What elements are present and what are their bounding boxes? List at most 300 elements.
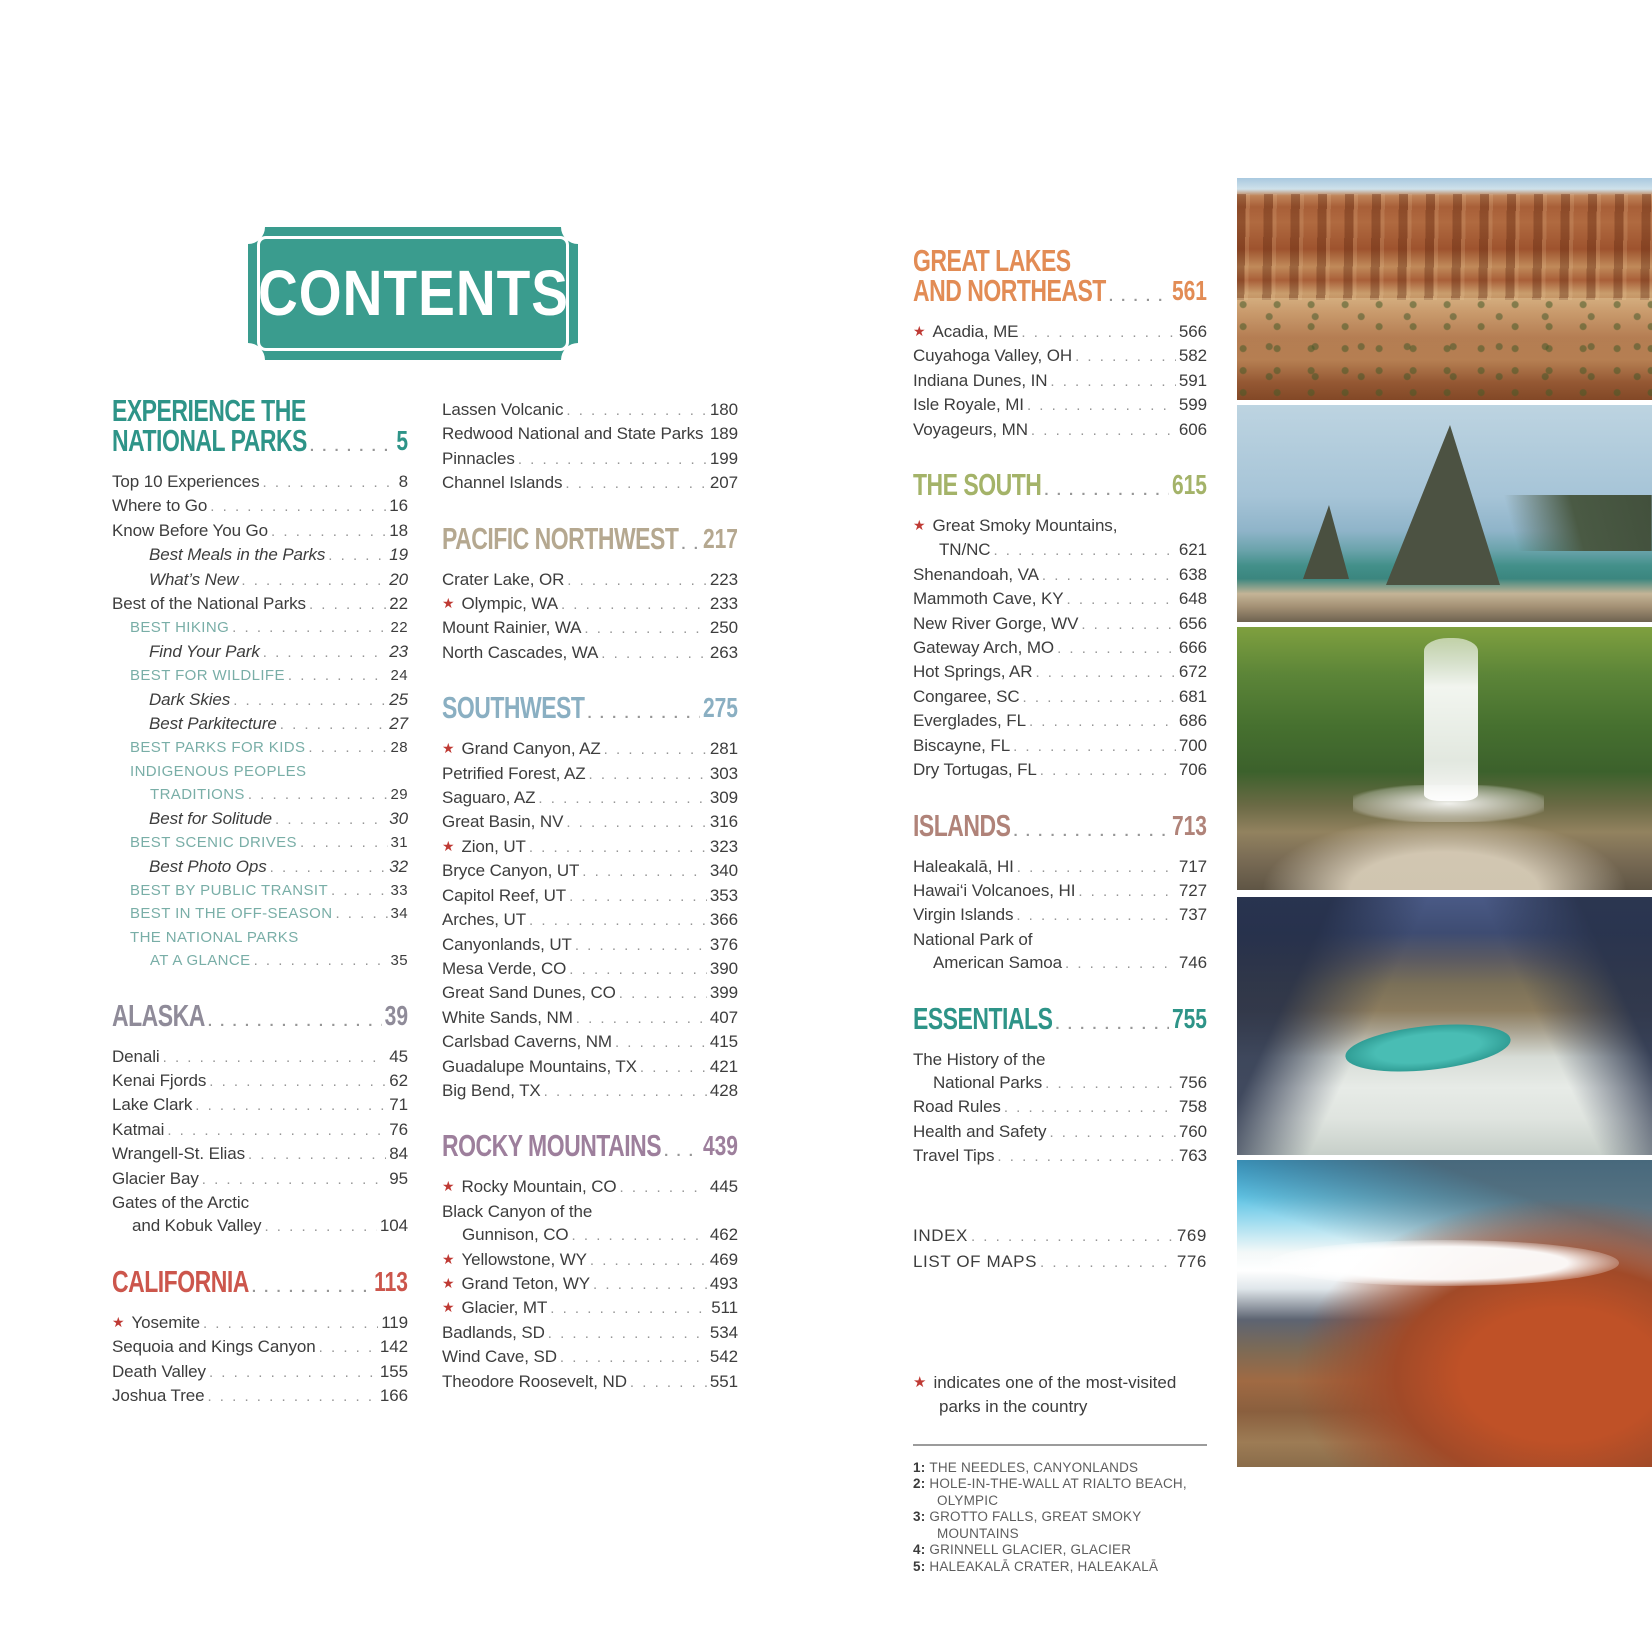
toc-entry — [112, 760, 408, 807]
entry-label: Top 10 Experiences — [112, 472, 260, 491]
entry-page-number: 76 — [389, 1119, 408, 1139]
dot-leader — [630, 1370, 707, 1394]
entry-page-number: 428 — [709, 1080, 738, 1100]
dot-leader — [575, 933, 707, 957]
entry-label: Petrified Forest, AZ — [442, 763, 586, 783]
dot-leader — [604, 737, 707, 761]
toc-entry-line — [442, 1079, 738, 1103]
entry-page-number: 421 — [709, 1056, 738, 1076]
entry-label: Best Photo Ops — [149, 856, 267, 876]
toc-entry — [442, 835, 738, 859]
entry-page-number: 199 — [709, 448, 738, 468]
toc-entry-line — [913, 928, 1207, 951]
most-visited-star-icon: ★ — [913, 517, 926, 534]
toc-section-pacific-northwest — [442, 520, 738, 666]
dot-leader — [620, 1175, 707, 1199]
toc-entry — [112, 592, 408, 616]
entry-page-number: 493 — [709, 1273, 738, 1293]
entry-page-number: 763 — [1178, 1146, 1207, 1166]
toc-entry — [913, 393, 1207, 417]
toc-entry-line — [442, 1345, 738, 1369]
entry-page-number: 19 — [389, 545, 408, 565]
section-title: AND NORTHEAST — [913, 273, 1106, 308]
toc-entry-line — [149, 855, 408, 879]
entry-label: Indiana Dunes, IN — [913, 370, 1048, 390]
dot-leader — [209, 1069, 386, 1093]
entry-page-number: 166 — [379, 1386, 408, 1405]
entry-label: Best Parkitecture — [149, 714, 277, 734]
entry-label: Best of the National Parks — [112, 594, 306, 614]
dot-leader — [1040, 1249, 1174, 1275]
toc-entry-line — [442, 786, 738, 810]
toc-entry-line — [130, 831, 408, 854]
toc-entry — [112, 1384, 408, 1408]
toc-entry-line — [913, 685, 1207, 709]
toc-column-3 — [913, 243, 1207, 1575]
toc-section-index-maps — [913, 1223, 1207, 1275]
entry-label: Zion, UT — [461, 836, 526, 856]
entry-page-number: 27 — [389, 714, 408, 734]
section-title: ROCKY MOUNTAINS — [442, 1128, 662, 1163]
entry-page-number: 769 — [1176, 1225, 1207, 1245]
toc-entry — [913, 758, 1207, 782]
toc-entry — [442, 810, 738, 834]
photo-caption — [913, 1476, 1207, 1509]
photo-caption-number: 4: — [913, 1542, 926, 1558]
entry-page-number: 353 — [709, 885, 738, 905]
toc-section-the-south — [913, 467, 1207, 782]
toc-section-experience — [112, 393, 408, 973]
toc-entry-line — [112, 1384, 408, 1408]
entry-page-number: 591 — [1178, 370, 1207, 390]
entry-label: Congaree, SC — [913, 686, 1020, 706]
most-visited-star-icon: ★ — [442, 1178, 455, 1195]
entry-label: and Kobuk Valley — [132, 1216, 262, 1236]
entry-label: Big Bend, TX — [442, 1080, 541, 1100]
dot-leader — [561, 592, 707, 616]
dot-leader — [208, 1007, 382, 1037]
toc-entry — [112, 1311, 408, 1335]
section-title: PACIFIC NORTHWEST — [442, 520, 679, 556]
toc-entry-line — [913, 734, 1207, 758]
toc-entry-line — [913, 1144, 1207, 1168]
entry-page-number: 737 — [1178, 905, 1207, 925]
entry-page-number: 376 — [709, 934, 738, 954]
entry-label: Rocky Mountain, CO — [461, 1177, 617, 1197]
section-header-california — [112, 1263, 408, 1303]
photo-caption-number: 2: — [913, 1476, 926, 1492]
toc-entry — [913, 1249, 1207, 1275]
dot-leader — [328, 543, 386, 567]
entry-page-number: 681 — [1178, 686, 1207, 706]
entry-label: Gateway Arch, MO — [913, 638, 1055, 658]
toc-entry — [442, 471, 738, 495]
dot-leader — [582, 859, 707, 883]
section-header-alaska — [112, 997, 408, 1037]
dot-leader — [1029, 709, 1176, 733]
most-visited-star-icon: ★ — [442, 1299, 455, 1316]
section-header-row — [442, 520, 738, 560]
toc-entry-line — [913, 538, 1207, 562]
entry-label: Grand Canyon, AZ — [461, 739, 601, 759]
section-header-row — [913, 807, 1207, 847]
entry-label: Cuyahoga Valley, OH — [913, 346, 1073, 366]
toc-entry-line — [112, 1142, 408, 1166]
toc-entry-line — [913, 320, 1207, 344]
dot-leader — [1057, 636, 1176, 660]
entry-label: Shenandoah, VA — [913, 564, 1039, 584]
photo-caption-number: 5: — [913, 1558, 926, 1574]
toc-entry — [913, 1144, 1207, 1168]
toc-entry-line — [130, 760, 408, 783]
toc-entry — [442, 1175, 738, 1199]
dot-leader — [264, 1214, 376, 1238]
toc-entry — [112, 1191, 408, 1239]
dot-leader — [587, 699, 700, 729]
entry-page-number: 16 — [389, 496, 408, 516]
entry-label: Grand Teton, WY — [461, 1273, 591, 1293]
toc-entry-line — [913, 1120, 1207, 1144]
section-title: GREAT LAKES — [913, 243, 1071, 278]
toc-entry — [442, 1272, 738, 1296]
dot-leader — [1065, 951, 1176, 975]
section-header-islands — [913, 807, 1207, 847]
entry-page-number: 84 — [389, 1144, 408, 1164]
entry-page-number: 746 — [1178, 953, 1207, 973]
entry-page-number: 776 — [1176, 1251, 1207, 1271]
dot-leader — [1042, 563, 1176, 587]
entry-label: Health and Safety — [913, 1121, 1047, 1141]
dot-leader — [248, 783, 388, 806]
toc-entry — [112, 1335, 408, 1359]
toc-entry-line — [442, 835, 738, 859]
dot-leader — [1031, 418, 1176, 442]
toc-entry-line — [442, 1200, 738, 1223]
entry-page-number: 25 — [389, 689, 408, 709]
dot-leader — [993, 538, 1175, 562]
entry-page-number: 582 — [1178, 346, 1207, 366]
entry-label: Where to Go — [112, 496, 208, 516]
entry-label: Best for Solitude — [149, 808, 273, 828]
photo-caption-text: GROTTO FALLS, GREAT SMOKY MOUNTAINS — [929, 1509, 1142, 1541]
toc-column-1 — [112, 393, 408, 1408]
dot-leader — [1013, 734, 1176, 758]
dot-leader — [335, 902, 387, 925]
toc-entry-line — [442, 981, 738, 1005]
section-header-essentials — [913, 1000, 1207, 1040]
toc-section-california-continued — [442, 398, 738, 496]
dot-leader — [529, 908, 707, 932]
entry-label: BEST FOR WILDLIFE — [130, 667, 285, 685]
entry-page-number: 727 — [1178, 880, 1207, 900]
entry-page-number: 599 — [1178, 395, 1207, 415]
toc-entry-line — [913, 587, 1207, 611]
dot-leader — [576, 1006, 707, 1030]
dot-leader — [163, 1045, 387, 1069]
entry-label: Badlands, SD — [442, 1322, 545, 1342]
toc-entry-line — [913, 1071, 1207, 1095]
entry-page-number: 415 — [709, 1032, 738, 1052]
dot-leader — [1109, 282, 1169, 312]
most-visited-star-icon: ★ — [913, 323, 926, 339]
dot-leader — [572, 1223, 707, 1247]
toc-entry — [913, 734, 1207, 758]
toc-entry — [112, 1045, 408, 1069]
dot-leader — [615, 1030, 707, 1054]
dot-leader — [288, 664, 388, 687]
section-header-row — [913, 273, 1207, 312]
entry-page-number: 760 — [1178, 1121, 1207, 1141]
most-visited-star-icon: ★ — [913, 1373, 927, 1391]
section-title: ALASKA — [112, 997, 205, 1033]
entry-label: Hawai‘i Volcanoes, HI — [913, 880, 1076, 900]
dot-leader — [565, 471, 707, 495]
entry-label: Black Canyon of the — [442, 1201, 593, 1221]
toc-entry — [913, 879, 1207, 903]
entry-page-number: 22 — [389, 594, 408, 614]
most-visited-star-icon: ★ — [442, 1250, 455, 1267]
entry-label: AT A GLANCE — [150, 952, 251, 970]
entry-page-number: 45 — [389, 1046, 408, 1066]
entry-label: Joshua Tree — [112, 1386, 205, 1405]
toc-entry-line — [913, 1223, 1207, 1249]
dot-leader — [971, 1223, 1174, 1249]
toc-entry-line — [112, 1360, 408, 1384]
toc-entry-line — [442, 1248, 738, 1272]
toc-entry — [913, 514, 1207, 563]
entry-label: Isle Royale, MI — [913, 395, 1024, 415]
toc-entry — [442, 981, 738, 1005]
toc-entry-line — [913, 709, 1207, 733]
photo-caption-number: 1: — [913, 1459, 926, 1475]
entry-page-number: 756 — [1178, 1072, 1207, 1092]
toc-section-southwest — [442, 690, 738, 1103]
toc-entry — [913, 369, 1207, 393]
dot-leader — [1004, 1095, 1176, 1119]
entry-label: Bryce Canyon, UT — [442, 861, 580, 881]
star-legend-note — [913, 1371, 1207, 1418]
section-header-row — [442, 690, 738, 729]
dot-leader — [1050, 369, 1176, 393]
section-page-number: 713 — [1171, 810, 1207, 842]
toc-entry — [442, 1321, 738, 1345]
dot-leader — [538, 786, 707, 810]
dot-leader — [308, 736, 387, 759]
toc-entry-line — [130, 783, 408, 806]
toc-entry-line — [913, 758, 1207, 782]
star-legend-text: indicates one of the most-visited parks in the country — [933, 1372, 1177, 1416]
section-header-southwest — [442, 690, 738, 729]
toc-entry-line — [442, 1055, 738, 1079]
entry-label: New River Gorge, WV — [913, 613, 1079, 633]
dot-leader — [1055, 1010, 1169, 1040]
toc-entry-line — [913, 344, 1207, 368]
entry-label: INDIGENOUS PEOPLES — [130, 762, 307, 780]
toc-entry-line — [442, 568, 738, 592]
section-header-great-lakes-northeast — [913, 243, 1207, 312]
toc-entry-line — [442, 447, 738, 471]
dot-leader — [1067, 587, 1176, 611]
entry-page-number: 706 — [1178, 760, 1207, 780]
dot-leader — [664, 1137, 700, 1167]
dot-leader — [560, 1345, 707, 1369]
toc-entry-line — [442, 762, 738, 786]
dot-leader — [601, 641, 707, 665]
dot-leader — [1049, 1120, 1175, 1144]
toc-entry — [442, 1296, 738, 1320]
dot-leader — [309, 592, 386, 616]
entry-label: TRADITIONS — [150, 786, 245, 804]
entry-page-number: 686 — [1178, 711, 1207, 731]
entry-label: Death Valley — [112, 1361, 206, 1381]
entry-page-number: 445 — [709, 1177, 738, 1197]
toc-entry-line — [112, 1045, 408, 1069]
dot-leader — [589, 762, 707, 786]
toc-entry-line — [442, 1370, 738, 1394]
toc-entry — [442, 1200, 738, 1248]
entry-label: Dry Tortugas, FL — [913, 760, 1037, 780]
entry-page-number: 656 — [1178, 613, 1207, 633]
dot-leader — [248, 1142, 386, 1166]
toc-entry-line — [913, 855, 1207, 879]
toc-entry-line — [913, 636, 1207, 660]
entry-page-number: 71 — [389, 1095, 408, 1115]
toc-entry — [442, 786, 738, 810]
toc-entry-line — [442, 1272, 738, 1296]
photo-caption — [913, 1559, 1207, 1576]
dot-leader — [209, 1360, 377, 1384]
section-header-pacific-northwest — [442, 520, 738, 560]
toc-entry-line — [149, 712, 408, 736]
entry-page-number: 281 — [709, 739, 738, 759]
entry-label: BEST HIKING — [130, 619, 230, 637]
entry-label: Road Rules — [913, 1097, 1001, 1117]
section-title: SOUTHWEST — [442, 690, 585, 725]
entry-label: Crater Lake, OR — [442, 569, 565, 589]
toc-entry — [112, 543, 408, 567]
toc-section-california — [112, 1263, 408, 1409]
toc-entry-line — [913, 514, 1207, 538]
entry-label: Gunnison, CO — [462, 1225, 569, 1245]
toc-entry-line — [442, 884, 738, 908]
entry-label: Best Meals in the Parks — [149, 545, 326, 565]
dot-leader — [619, 981, 707, 1005]
toc-entry-line — [913, 1095, 1207, 1119]
entry-label: Capitol Reef, UT — [442, 885, 567, 905]
toc-entry — [442, 422, 738, 446]
entry-page-number: 399 — [709, 983, 738, 1003]
dot-leader — [232, 616, 387, 639]
toc-entry — [913, 1223, 1207, 1249]
photo-hole-in-the-wall-rialto-beach-olympic — [1237, 405, 1652, 622]
entry-page-number: 18 — [389, 520, 408, 540]
toc-entry-line — [913, 1249, 1207, 1275]
toc-entry — [112, 1142, 408, 1166]
entry-label: Know Before You Go — [112, 520, 269, 540]
toc-entry-line — [913, 951, 1207, 975]
dot-leader — [529, 835, 707, 859]
toc-entry — [442, 957, 738, 981]
section-page-number: 113 — [374, 1267, 408, 1298]
dot-leader — [681, 530, 700, 560]
entry-page-number: 223 — [709, 569, 738, 589]
entry-page-number: 104 — [379, 1216, 408, 1236]
toc-entry-line — [913, 369, 1207, 393]
section-title: CALIFORNIA — [112, 1263, 249, 1299]
toc-entry — [442, 1030, 738, 1054]
toc-entry-line — [442, 1175, 738, 1199]
toc-entry — [112, 879, 408, 902]
most-visited-star-icon: ★ — [442, 740, 455, 757]
toc-entry-line — [149, 640, 408, 664]
toc-entry-line — [112, 1335, 408, 1359]
photo-caption-number: 3: — [913, 1509, 926, 1525]
photo-haleakala-crater-haleakala — [1237, 1160, 1652, 1467]
entry-label: INDEX — [913, 1225, 968, 1245]
entry-label: BEST PARKS FOR KIDS — [130, 739, 306, 757]
dot-leader — [566, 810, 707, 834]
entry-page-number: 648 — [1178, 589, 1207, 609]
entry-page-number: 621 — [1178, 540, 1207, 560]
toc-entry-line — [130, 664, 408, 687]
dot-leader — [1016, 903, 1176, 927]
entry-label: Voyageurs, MN — [913, 419, 1028, 439]
entry-label: BEST BY PUBLIC TRANSIT — [130, 881, 329, 899]
entry-page-number: 250 — [709, 618, 738, 638]
photo-caption — [913, 1509, 1207, 1542]
toc-entry-line — [112, 470, 408, 494]
entry-label: Wind Cave, SD — [442, 1347, 557, 1367]
photo-caption-text: THE NEEDLES, CANYONLANDS — [929, 1459, 1139, 1475]
dot-leader — [1013, 817, 1169, 847]
toc-entry — [442, 737, 738, 761]
toc-entry — [112, 640, 408, 664]
section-page-number: 217 — [702, 524, 738, 555]
dot-leader — [319, 1335, 377, 1359]
entry-page-number: 534 — [709, 1322, 738, 1342]
entry-page-number: 33 — [390, 881, 408, 899]
dot-leader — [310, 432, 393, 462]
toc-section-islands — [913, 807, 1207, 976]
dot-leader — [1017, 855, 1176, 879]
section-header-row — [913, 467, 1207, 506]
toc-entry — [913, 636, 1207, 660]
entry-page-number: 316 — [709, 812, 738, 832]
toc-entry-line — [442, 398, 738, 422]
section-page-number: 561 — [1171, 276, 1207, 307]
dot-leader — [569, 957, 707, 981]
toc-entry-line — [913, 563, 1207, 587]
toc-entry — [112, 831, 408, 854]
section-title: NATIONAL PARKS — [112, 423, 307, 458]
toc-entry — [442, 568, 738, 592]
dot-leader — [1045, 1071, 1176, 1095]
toc-entry — [112, 1069, 408, 1093]
entry-page-number: 390 — [709, 958, 738, 978]
entry-page-number: 758 — [1178, 1097, 1207, 1117]
entry-page-number: 142 — [379, 1337, 408, 1357]
toc-entry — [112, 470, 408, 494]
entry-label: Denali — [112, 1046, 160, 1066]
entry-page-number: 35 — [390, 952, 408, 970]
entry-page-number: 303 — [709, 763, 738, 783]
dot-leader — [569, 884, 707, 908]
entry-page-number: 366 — [709, 910, 738, 930]
toc-entry-line — [442, 859, 738, 883]
dot-leader — [1027, 393, 1176, 417]
toc-entry-line — [112, 1311, 408, 1335]
toc-entry-line — [130, 902, 408, 925]
